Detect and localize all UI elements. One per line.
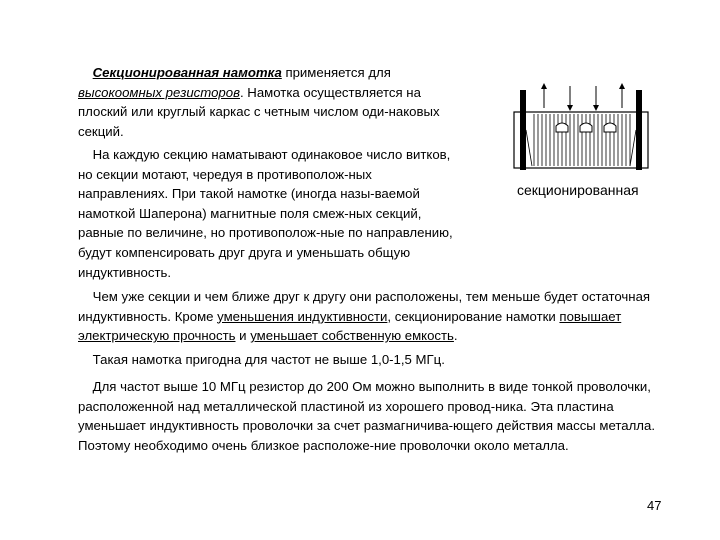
paragraph-sectioned-winding	[78, 63, 458, 141]
page-number: 47	[647, 498, 662, 513]
p4-text: Такая намотка пригодна для частот не выше 1,0-1,5 МГц.	[92, 352, 445, 367]
paragraph-high-frequency	[78, 377, 658, 455]
p3-underline-3: уменьшает собственную емкость	[250, 328, 454, 344]
right-end-post	[636, 90, 642, 170]
p3-text-2: , секционирование намотки	[387, 308, 560, 324]
p3-underline-1: уменьшения индуктивности	[217, 308, 388, 324]
lead-wires	[526, 130, 636, 166]
winding-turns	[534, 114, 630, 166]
p1-text-1: применяется для	[281, 65, 391, 80]
paragraph-residual-inductance	[78, 287, 658, 346]
p5-text: Для частот выше 10 МГц резистор до 200 Ом можно выполнить в виде тонкой проволочки, расположенной над металлической пластиной из хорошего провод-ника. Эта пластина уменьшает индуктивность проволочки за счет размагничива-ющего действия массы металла. Поэтому необходимо очень близкое расположе-ние проволочки около металла.	[78, 379, 656, 453]
paragraph-sections-winding	[78, 145, 458, 282]
p3-text-4: .	[453, 328, 458, 344]
p3-underline-2: повышает электрическую прочность	[78, 308, 622, 344]
p1-text-2: . Намотка осуществляется на плоский или круглый каркас с четным числом оди-наковых секций.	[78, 84, 440, 139]
sectioned-winding-diagram	[500, 80, 660, 180]
term-high-resistance: высокоомных резисторов	[78, 84, 240, 100]
section-arches	[556, 123, 616, 132]
p3-text-3: и	[235, 328, 251, 344]
term-sectioned-winding: Секционированная намотка	[92, 65, 282, 80]
left-end-post	[520, 90, 526, 170]
p3-text-1: Чем уже секции и чем ближе друг к другу они расположены, тем меньше будет остаточная индуктивность. Кроме	[78, 289, 651, 324]
figure-caption: секционированная	[517, 182, 639, 198]
p2-text: На каждую секцию наматывают одинаковое число витков, но секции мотают, чередуя в противополож-ных направлениях. При такой намотке (иногда назы-ваемой намоткой Шаперона) магнитные поля смеж-ных секций, равные по величине, но противополож-ные по направлению, будут компенсировать друг друга и уменьшать общую индуктивность.	[78, 147, 453, 280]
paragraph-frequency-limit	[78, 350, 658, 370]
